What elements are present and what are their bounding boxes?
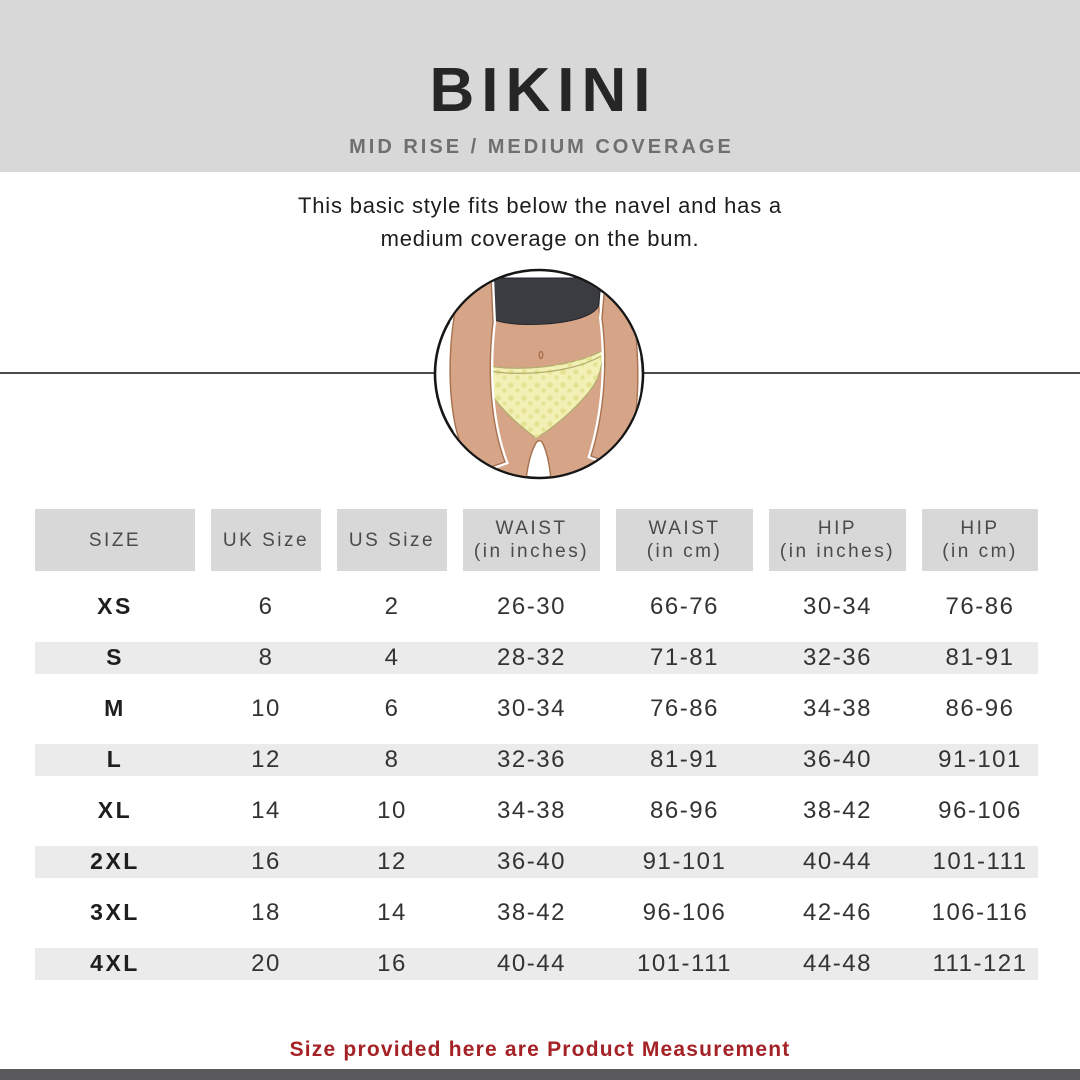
waist-inches-cell: 40-44 bbox=[497, 949, 566, 977]
size-cell: M bbox=[104, 695, 126, 721]
waist-cm-cell: 96-106 bbox=[642, 898, 727, 926]
uk-size-cell: 12 bbox=[251, 745, 281, 773]
hip-inches-cell: 36-40 bbox=[803, 745, 872, 773]
uk-size-cell: 10 bbox=[251, 694, 281, 722]
waist-inches-cell: 36-40 bbox=[497, 847, 566, 875]
uk-size-cell: 6 bbox=[258, 592, 274, 620]
us-size-cell: 8 bbox=[384, 745, 400, 773]
waist-cm-cell: 71-81 bbox=[650, 643, 719, 671]
waist-inches-cell: 30-34 bbox=[497, 694, 566, 722]
waist-inches-cell: 32-36 bbox=[497, 745, 566, 773]
hip-cm-cell: 86-96 bbox=[945, 694, 1015, 722]
size-cell: 2XL bbox=[90, 848, 140, 874]
table-row-m bbox=[35, 683, 1038, 734]
size-chart-table bbox=[35, 509, 1038, 989]
bikini-illustration bbox=[429, 264, 649, 484]
table-row-3xl bbox=[35, 887, 1038, 938]
us-size-cell: 12 bbox=[377, 847, 407, 875]
hip-inches-cell: 30-34 bbox=[803, 592, 872, 620]
column-header-size: SIZE bbox=[35, 509, 195, 571]
size-cell: XL bbox=[97, 797, 133, 823]
hip-cm-cell: 91-101 bbox=[938, 745, 1022, 773]
uk-size-cell: 20 bbox=[251, 949, 281, 977]
hip-cm-cell: 111-121 bbox=[932, 949, 1028, 977]
table-row-4xl bbox=[35, 938, 1038, 989]
page-subtitle: MID RISE / MEDIUM COVERAGE bbox=[349, 136, 734, 158]
style-description bbox=[0, 189, 1080, 255]
hip-inches-cell: 34-38 bbox=[803, 694, 872, 722]
table-body bbox=[35, 581, 1038, 989]
description-line-1: This basic style fits below the navel and has a bbox=[298, 193, 782, 218]
us-size-cell: 10 bbox=[377, 796, 407, 824]
hip-inches-cell: 40-44 bbox=[803, 847, 872, 875]
size-cell: L bbox=[106, 746, 124, 772]
size-cell: S bbox=[106, 644, 124, 670]
column-header-hip-inches: HIP (in inches) bbox=[769, 509, 906, 571]
description-line-2: medium coverage on the bum. bbox=[380, 226, 700, 251]
uk-size-cell: 18 bbox=[251, 898, 281, 926]
waist-inches-cell: 34-38 bbox=[497, 796, 566, 824]
table-row-xs bbox=[35, 581, 1038, 632]
bottom-accent-bar bbox=[0, 1069, 1080, 1080]
hip-cm-cell: 101-111 bbox=[932, 847, 1028, 875]
column-header-waist-inches: WAIST (in inches) bbox=[463, 509, 600, 571]
waist-cm-cell: 76-86 bbox=[650, 694, 719, 722]
us-size-cell: 14 bbox=[377, 898, 407, 926]
hip-cm-cell: 76-86 bbox=[945, 592, 1015, 620]
us-size-cell: 4 bbox=[384, 643, 400, 671]
size-cell: 3XL bbox=[90, 899, 140, 925]
us-size-cell: 6 bbox=[384, 694, 400, 722]
size-cell: 4XL bbox=[90, 950, 140, 976]
uk-size-cell: 14 bbox=[251, 796, 281, 824]
column-header-us-size: US Size bbox=[337, 509, 447, 571]
waist-inches-cell: 28-32 bbox=[497, 643, 566, 671]
table-row-s bbox=[35, 632, 1038, 683]
uk-size-cell: 8 bbox=[258, 643, 274, 671]
table-row-l bbox=[35, 734, 1038, 785]
column-header-uk-size: UK Size bbox=[211, 509, 321, 571]
hip-cm-cell: 96-106 bbox=[938, 796, 1022, 824]
bikini-fit-icon bbox=[429, 264, 649, 484]
hip-inches-cell: 32-36 bbox=[803, 643, 872, 671]
table-row-xl bbox=[35, 785, 1038, 836]
waist-cm-cell: 91-101 bbox=[642, 847, 727, 875]
waist-cm-cell: 86-96 bbox=[650, 796, 719, 824]
waist-cm-cell: 81-91 bbox=[650, 745, 719, 773]
hip-inches-cell: 44-48 bbox=[803, 949, 872, 977]
waist-cm-cell: 66-76 bbox=[650, 592, 719, 620]
column-header-hip-cm: HIP (in cm) bbox=[922, 509, 1038, 571]
column-header-waist-cm: WAIST (in cm) bbox=[616, 509, 753, 571]
us-size-cell: 16 bbox=[377, 949, 407, 977]
size-cell: XS bbox=[97, 593, 133, 619]
table-header-row bbox=[35, 509, 1038, 571]
header-band bbox=[0, 0, 1080, 172]
measurement-note: Size provided here are Product Measurement bbox=[289, 1038, 791, 1061]
waist-inches-cell: 26-30 bbox=[497, 592, 566, 620]
hip-cm-cell: 81-91 bbox=[945, 643, 1015, 671]
hip-inches-cell: 42-46 bbox=[803, 898, 872, 926]
waist-inches-cell: 38-42 bbox=[497, 898, 566, 926]
waist-cm-cell: 101-111 bbox=[636, 949, 732, 977]
uk-size-cell: 16 bbox=[251, 847, 281, 875]
us-size-cell: 2 bbox=[384, 592, 400, 620]
hip-inches-cell: 38-42 bbox=[803, 796, 872, 824]
hip-cm-cell: 106-116 bbox=[931, 898, 1029, 926]
table-row-2xl bbox=[35, 836, 1038, 887]
page-title: BIKINI bbox=[429, 56, 658, 125]
